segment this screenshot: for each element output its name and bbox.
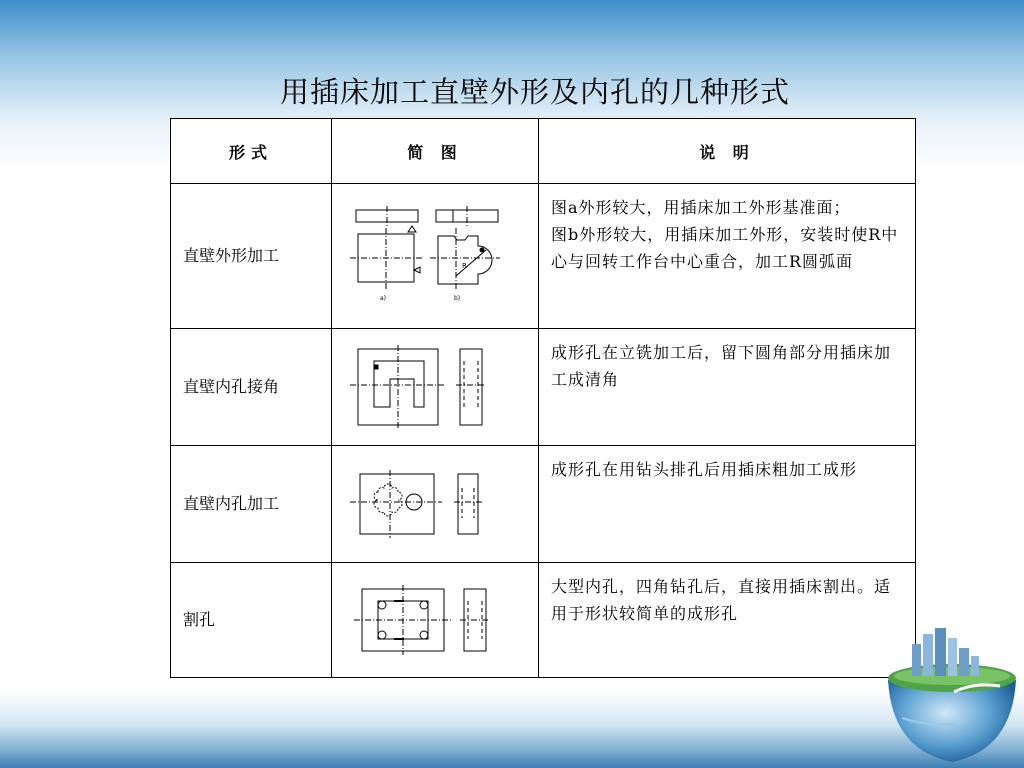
sketch-inner-corner (350, 345, 520, 429)
slide-title: 用插床加工直壁外形及内孔的几种形式 (279, 75, 790, 109)
table-row (171, 329, 916, 446)
sketch-label-R: R (462, 262, 467, 270)
header-sketch: 简 图 (332, 119, 539, 184)
header-form: 形式 (171, 119, 332, 184)
sketch-outer-shape (350, 206, 520, 306)
row-form: 割孔 (171, 563, 332, 678)
table-row (171, 446, 916, 563)
row-form: 直壁内孔接角 (171, 329, 332, 446)
row-description-text: 图a外形较大，用插床加工外形基准面； 图b外形较大，用插床加工外形，安装时使R中心与回转工作台中心重合，加工R圆弧面 (551, 198, 899, 271)
sketch-label-a: a) (380, 295, 387, 302)
row-sketch (332, 329, 539, 446)
table-row (171, 563, 916, 678)
sketch-label-b: b) (454, 295, 461, 302)
row-description: 大型内孔，四角钻孔后，直接用插床割出。适用于形状较简单的成形孔 (539, 563, 916, 678)
forms-table (170, 118, 916, 678)
row-sketch (332, 184, 539, 329)
row-sketch (332, 563, 539, 678)
row-description: 成形孔在立铣加工后，留下圆角部分用插床加工成清角 (539, 329, 916, 446)
globe-city-decoration (882, 622, 1022, 768)
row-sketch (332, 446, 539, 563)
row-description: 成形孔在用钻头排孔后用插床粗加工成形 (539, 446, 916, 563)
header-description: 说 明 (539, 119, 916, 184)
table-header-row (171, 119, 916, 184)
row-form: 直壁内孔加工 (171, 446, 332, 563)
row-description (539, 184, 916, 329)
table-row (171, 184, 916, 329)
row-form: 直壁外形加工 (171, 184, 332, 329)
sketch-cut-hole (350, 585, 520, 655)
sketch-drilled-hole (350, 470, 520, 538)
